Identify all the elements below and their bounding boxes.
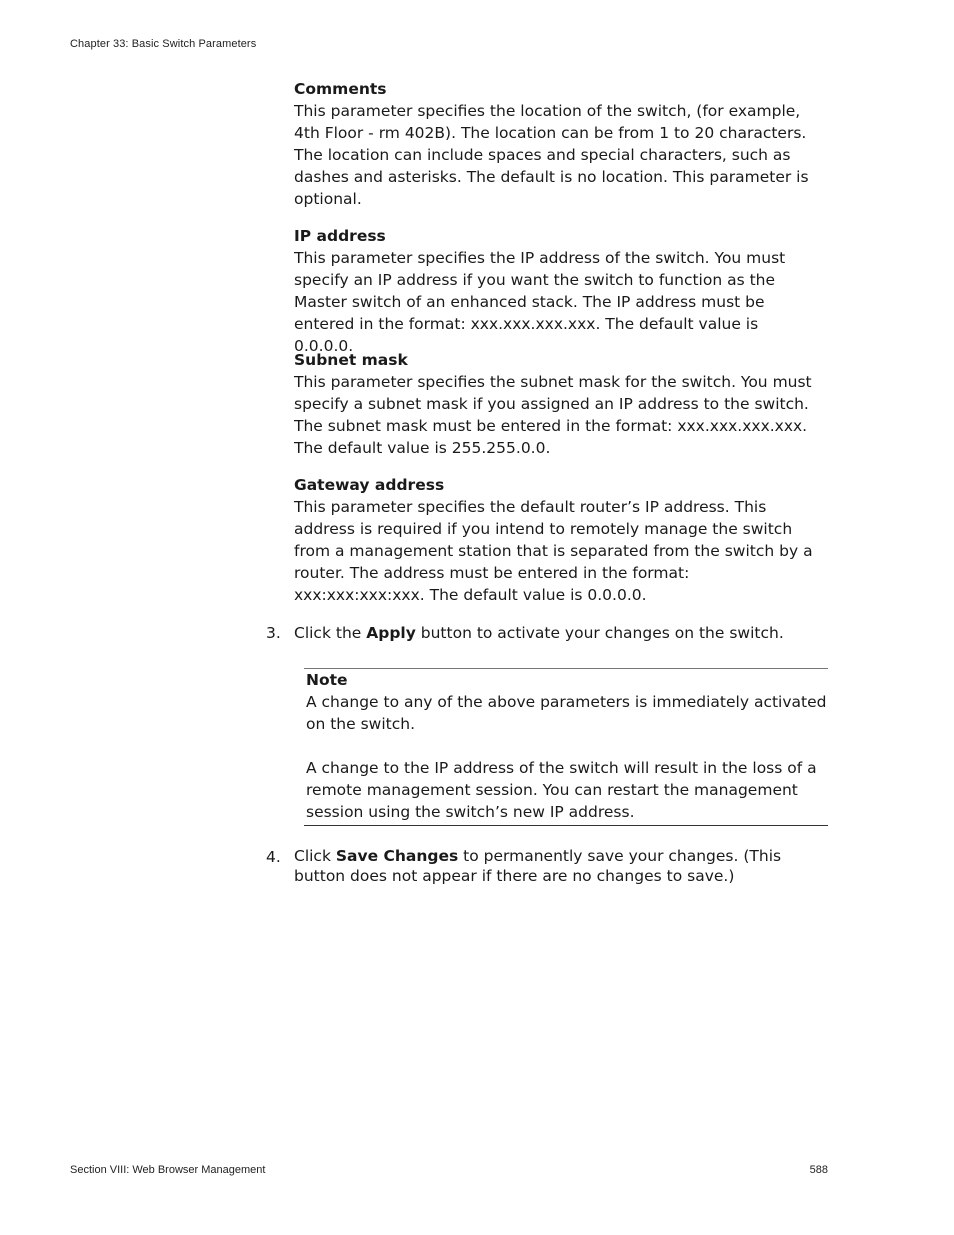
param-description: This parameter specifies the default router’s IP address. This address is required if you intend to remotely manage the switch from a management station that is separated from the switch by a router. The address must be entered in the format: xxx:xxx:xxx:xxx. The default value is 0.0.0.0. xyxy=(294,498,813,604)
step-text-post: button to activate your changes on the switch. xyxy=(415,624,784,642)
save-changes-button-reference: Save Changes xyxy=(335,847,459,865)
param-ip-address xyxy=(294,226,814,357)
param-title: Comments xyxy=(294,80,387,98)
step-text xyxy=(294,622,831,644)
param-comments xyxy=(294,79,814,210)
running-header: Chapter 33: Basic Switch Parameters xyxy=(70,38,257,50)
param-title: Gateway address xyxy=(294,476,445,494)
param-subnet-mask xyxy=(294,350,814,459)
footer-section: Section VIII: Web Browser Management xyxy=(70,1164,266,1176)
step-3 xyxy=(266,622,831,644)
note-box xyxy=(304,668,828,826)
param-gateway-address xyxy=(294,475,814,606)
page-number: 588 xyxy=(809,1164,828,1176)
note-title: Note xyxy=(306,671,348,689)
apply-button-reference: Apply xyxy=(366,624,416,642)
param-description: This parameter specifies the subnet mask for the switch. You must specify a subnet mask if you assigned an IP address to the switch. The subnet mask must be entered in the format: xxx.xxx.xxx.xxx. The default value is 255.255.0.0. xyxy=(294,373,812,457)
param-description: This parameter specifies the IP address of the switch. You must specify an IP address if you want the switch to function as the Master switch of an enhanced stack. The IP address must be entered in the format: xxx.xxx.xxx.xxx. The default value is 0.0.0.0. xyxy=(294,249,786,355)
step-text-pre: Click the xyxy=(294,624,367,642)
param-description: This parameter specifies the location of the switch, (for example, 4th Floor - rm 402B). The location can be from 1 to 20 characters. The location can include spaces and special characters, such as dashes and asterisks. The default is no location. This parameter is optional. xyxy=(294,102,809,208)
step-text-post: to permanently save your changes. (This button does not appear if there are no changes to save.) xyxy=(294,847,782,885)
note-paragraph: A change to the IP address of the switch will result in the loss of a remote management session. You can restart the management session using the switch’s new IP address. xyxy=(306,759,817,821)
step-number: 4. xyxy=(266,848,281,866)
param-title: IP address xyxy=(294,227,386,245)
step-4 xyxy=(266,846,831,886)
step-number: 3. xyxy=(266,624,281,642)
note-paragraph: A change to any of the above parameters is immediately activated on the switch. xyxy=(306,693,827,733)
step-text-pre: Click xyxy=(294,847,336,865)
param-title: Subnet mask xyxy=(294,351,408,369)
step-text xyxy=(294,846,831,886)
